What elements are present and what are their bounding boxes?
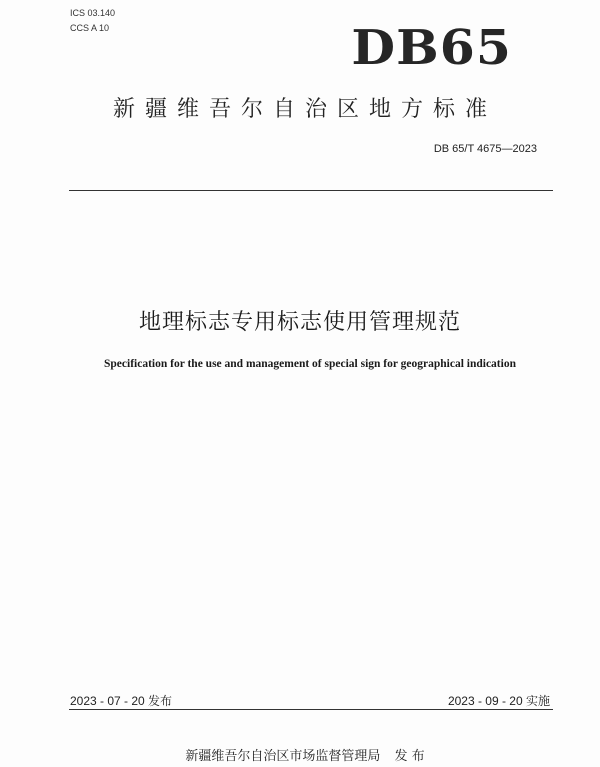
db65-logo: DB65 (351, 20, 512, 76)
ics-code: ICS 03.140 (70, 8, 116, 18)
standard-title-en: Specification for the use and management of special sign for geographical indication (104, 358, 516, 370)
issue-date: 2023 - 07 - 20 发布 (70, 694, 173, 708)
publish-action: 发 布 (394, 749, 425, 764)
bottom-divider (69, 709, 553, 710)
implementation-date: 2023 - 09 - 20 实施 (447, 694, 550, 708)
publisher-name: 新疆维吾尔自治区市场监督管理局 (185, 749, 381, 764)
standard-number: DB 65/T 4675—2023 (433, 143, 537, 155)
top-divider (69, 190, 553, 191)
ccs-code: CCS A 10 (70, 23, 110, 33)
issuer-title: 新疆维吾尔自治区地方标准 (112, 97, 497, 122)
publisher-line (0, 745, 600, 764)
standard-title-cn: 地理标志专用标志使用管理规范 (138, 310, 461, 335)
classification-codes (70, 6, 115, 36)
